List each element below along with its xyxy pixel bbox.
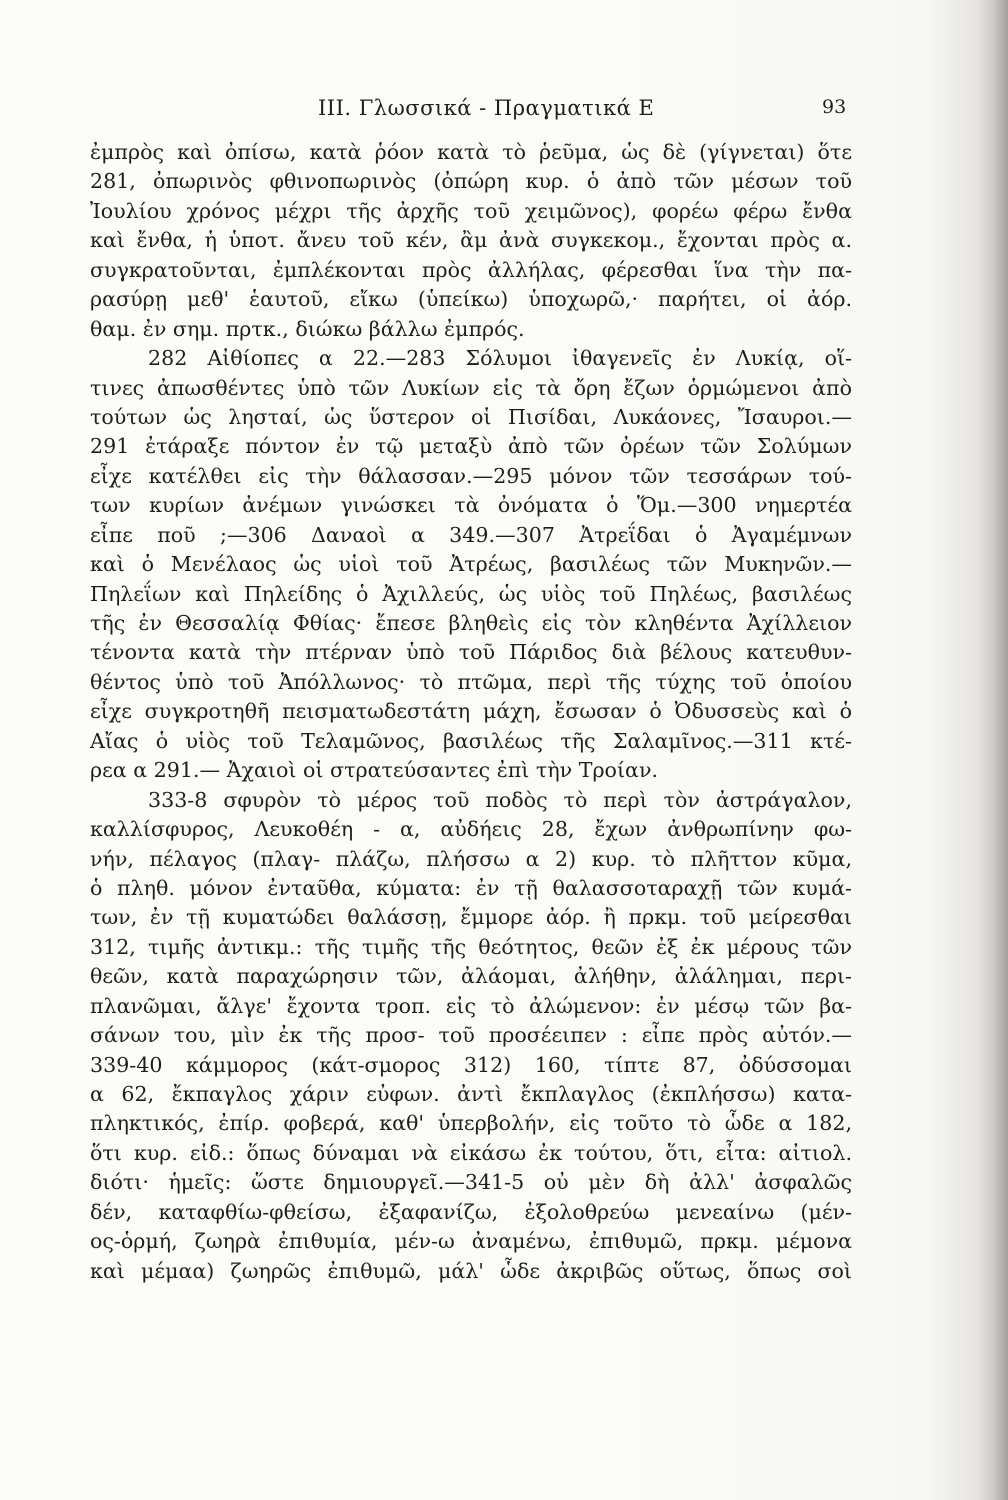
text-line: τῆς ἐν Θεσσαλίᾳ Φθίας· ἔπεσε βληθεὶς εἰς τὸν κληθέντα Ἀχίλλειον [90,611,852,635]
text-line: εἶπε ποῦ ;—306 Δαναοὶ α 349.—307 Ἀτρεΐδαι ὁ Ἀγαμέμνων [90,522,852,547]
text-line: καλλίσφυρος, Λευκοθέη - α, αὐδήεις 28, ἔχων ἀνθρωπίνην φω- [90,817,852,842]
text-line: θαμ. ἐν σημ. πρτκ., διώκω βάλλω ἐμπρός. [90,316,525,341]
text-line: εἶχε συγκροτηθῆ πεισματωδεστάτη μάχη, ἔσωσαν ὁ Ὀδυσσεὺς καὶ ὁ [90,699,852,724]
text-line: ρεα α 291.— Ἀχαιοὶ οἱ στρατεύσαντες ἐπὶ τὴν Τροίαν. [90,758,659,783]
text-line: τένοντα κατὰ τὴν πτέρναν ὑπὸ τοῦ Πάριδος διὰ βέλους κατευθυν- [90,640,852,665]
text-line: διότι· ἡμεῖς: ὥστε δημιουργεῖ.—341-5 οὐ μὲν δὴ ἀλλ' ἀσφαλῶς [90,1170,852,1195]
text-line: πλανῶμαι, ἄλγε' ἔχοντα τροπ. εἰς τὸ ἀλώμενον: ἐν μέσῳ τῶν βα- [90,993,852,1018]
text-line: Ἰουλίου χρόνος μέχρι τῆς ἀρχῆς τοῦ χειμῶνος), φορέω φέρω ἔνθα [90,198,852,223]
text-line: δέν, καταφθίω-φθείσω, ἐξαφανίζω, ἐξολοθρεύω μενεαίνω (μέν- [90,1199,852,1224]
text-line: πληκτικός, ἐπίρ. φοβερά, καθ' ὑπερβολήν, εἰς τοῦτο τὸ ὧδε α 182, [90,1111,852,1136]
text-line: 312, τιμῆς ἀντικμ.: τῆς τιμῆς τῆς θεότητος, θεῶν ἐξ ἐκ μέρους τῶν [90,934,852,959]
text-line: θέντος ὑπὸ τοῦ Ἀπόλλωνος· τὸ πτῶμα, περὶ τῆς τύχης τοῦ ὁποίου [90,669,852,694]
text-line: τινες ἀπωσθέντες ὑπὸ τῶν Λυκίων εἰς τὰ ὄρη ἔζων ὁρμώμενοι ἀπὸ [90,375,852,400]
text-line: Αἴας ὁ υἱὸς τοῦ Τελαμῶνος, βασιλέως τῆς Σαλαμῖνος.—311 κτέ- [90,728,852,753]
text-line: 291 ἐτάραξε πόντον ἐν τῷ μεταξὺ ἀπὸ τῶν ὀρέων τῶν Σολύμων [90,434,852,459]
running-head: III. Γλωσσικά - Πραγματικά Ε [318,96,655,120]
body-text [90,138,852,1286]
text-line: θεῶν, κατὰ παραχώρησιν τῶν, ἀλάομαι, ἀλήθην, ἀλάλημαι, περι- [90,964,852,989]
text-line: ὁ πληθ. μόνον ἐνταῦθα, κύματα: ἐν τῇ θαλασσοταραχῇ τῶν κυμά- [90,875,852,900]
text-line: ἐμπρὸς καὶ ὀπίσω, κατὰ ῥόον κατὰ τὸ ῥεῦμα, ὡς δὲ (γίγνεται) ὅτε [90,140,852,164]
header-rule [90,132,850,133]
text-line: 339-40 κάμμορος (κάτ-σμορος 312) 160, τίπτε 87, ὀδύσσομαι [90,1052,852,1077]
text-line: 333-8 σφυρὸν τὸ μέρος τοῦ ποδὸς τὸ περὶ τὸν ἀστράγαλον, [148,787,852,812]
text-line: α 62, ἔκπαγλος χάριν εὐφων. ἀντὶ ἔκπλαγλος (ἐκπλήσσω) κατα- [90,1082,852,1106]
text-line: των, ἐν τῇ κυματώδει θαλάσσῃ, ἔμμορε ἀόρ. ἢ πρκμ. τοῦ μείρεσθαι [90,905,852,930]
text-line: ος-ὁρμή, ζωηρὰ ἐπιθυμία, μέν-ω ἀναμένω, ἐπιθυμῶ, πρκμ. μέμονα [90,1229,852,1254]
text-line: ρασύρῃ μεθ' ἑαυτοῦ, εἴκω (ὑπείκω) ὑποχωρῶ,· παρήτει, οἱ ἀόρ. [90,287,852,312]
text-line: νήν, πέλαγος (πλαγ- πλάζω, πλήσσω α 2) κυρ. τὸ πλῆττον κῦμα, [90,846,852,871]
text-line: συγκρατοῦνται, ἐμπλέκονται πρὸς ἀλλήλας, φέρεσθαι ἵνα τὴν πα- [90,257,852,282]
text-line: 281, ὀπωρινὸς φθινοπωρινὸς (ὀπώρη κυρ. ὁ ἀπὸ τῶν μέσων τοῦ [90,169,852,194]
page-edge-shadow [978,0,1008,1500]
text-line: ὅτι κυρ. εἰδ.: ὅπως δύναμαι νὰ εἰκάσω ἐκ τούτου, ὅτι, εἶτα: αἰτιολ. [90,1140,852,1165]
text-line: Πηλεΐων καὶ Πηλείδης ὁ Ἀχιλλεύς, ὡς υἱὸς τοῦ Πηλέως, βασιλέως [90,581,852,606]
text-line: των κυρίων ἀνέμων γινώσκει τὰ ὀνόματα ὁ Ὅμ.—300 νημερτέα [90,493,852,518]
text-line: σάνων του, μὶν ἐκ τῆς προσ- τοῦ προσέειπεν : εἶπε πρὸς αὐτόν.— [90,1023,852,1048]
page-number: 93 [822,96,847,118]
text-line: καὶ μέμαα) ζωηρῶς ἐπιθυμῶ, μάλ' ὧδε ἀκριβῶς οὕτως, ὅπως σοὶ [90,1258,852,1283]
text-line: εἶχε κατέλθει εἰς τὴν θάλασσαν.—295 μόνον τῶν τεσσάρων τού- [90,463,852,488]
text-line: καὶ ὁ Μενέλαος ὡς υἱοὶ τοῦ Ἀτρέως, βασιλέως τῶν Μυκηνῶν.— [90,552,852,577]
text-line: τούτων ὡς λησταί, ὡς ὕστερον οἱ Πισίδαι, Λυκάονες, Ἴσαυροι.— [90,404,852,429]
text-line: 282 Αἰθίοπες α 22.—283 Σόλυμοι ἰθαγενεῖς ἐν Λυκίᾳ, οἵ- [148,346,852,371]
text-line: καὶ ἔνθα, ἡ ὑποτ. ἄνευ τοῦ κέν, ἂμ ἀνὰ συγκεκομ., ἔχονται πρὸς α. [90,228,852,253]
